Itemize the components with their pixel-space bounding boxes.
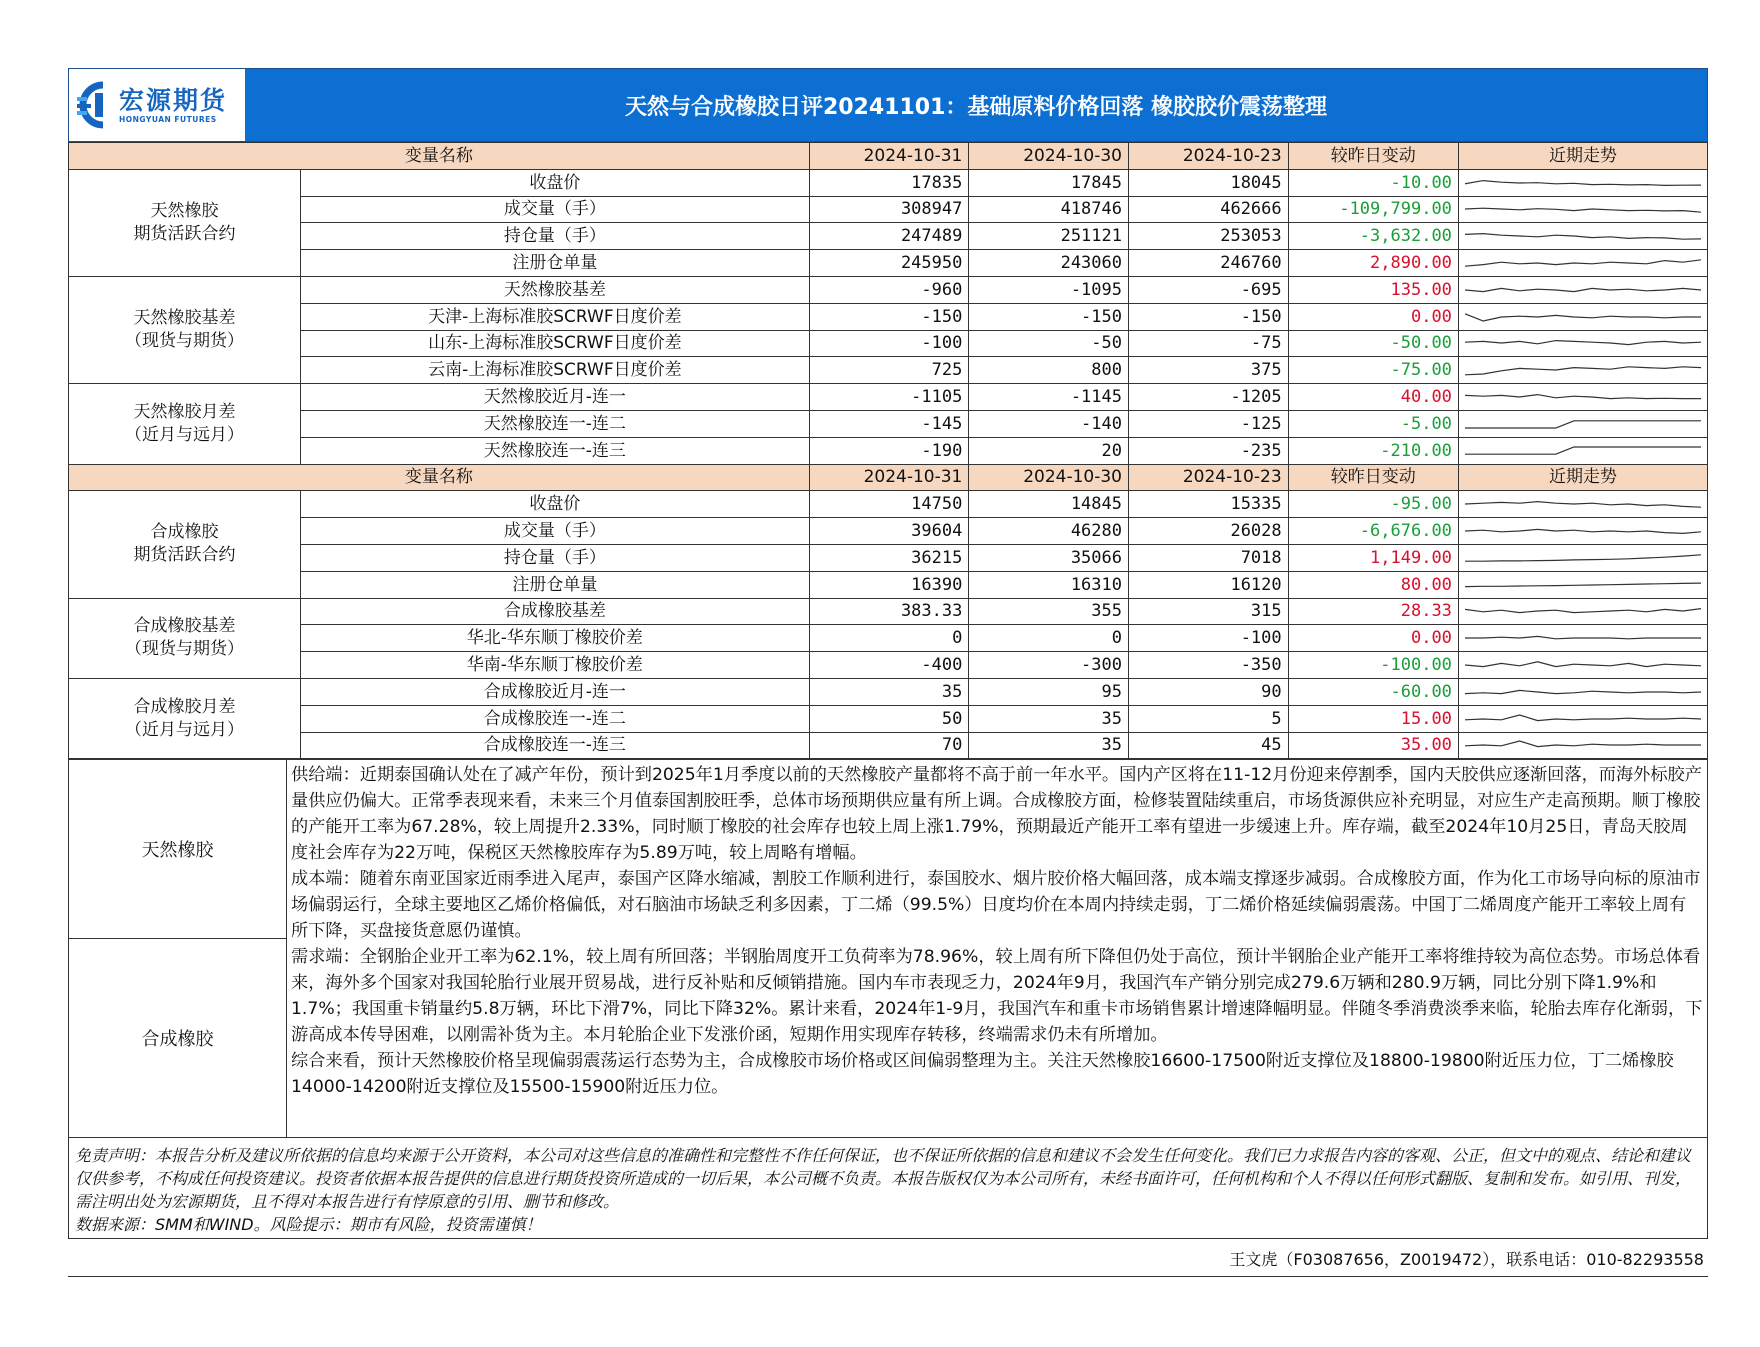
value-date-2: 243060 <box>969 250 1129 277</box>
sparkline <box>1465 521 1701 541</box>
sparkline-path <box>1465 529 1701 533</box>
trend-cell <box>1458 491 1707 518</box>
notes-label-natural: 天然橡胶 <box>69 760 287 939</box>
trend-cell <box>1458 678 1707 705</box>
table-row <box>69 303 1708 330</box>
daily-change: -10.00 <box>1288 169 1458 196</box>
daily-change: 2,890.00 <box>1288 250 1458 277</box>
col-daily-change: 较昨日变动 <box>1288 143 1458 170</box>
table-row <box>69 276 1708 303</box>
report-sheet <box>68 68 1708 1277</box>
sparkline-path <box>1465 715 1701 721</box>
value-date-2: -1095 <box>969 276 1129 303</box>
sparkline <box>1465 199 1701 219</box>
sparkline <box>1465 387 1701 407</box>
value-date-3: 7018 <box>1129 544 1289 571</box>
supply-paragraph: 供给端：近期泰国确认处在了减产年份，预计到2025年1月季度以前的天然橡胶产量都将不高于前一年水平。国内产区将在11-12月份迎来停割季，国内天胶供应逐渐回落，而海外标胶产量供应仍偏大。正常季表现来看，未来三个月值泰国割胶旺季，总体市场预期供应量有所上调。合成橡胶方面，检修装置陆续重启，市场货源供应补充明显，对应生产走高预期。顺丁橡胶的产能开工率为67.28%，较上周提升2.33%，同时顺丁橡胶的社会库存也较上周上涨1.79%，预期最近产能开工率有望进一步缓速上升。库存端，截至2024年10月25日，青岛天胶周度社会库存为22万吨，保税区天然橡胶库存为5.89万吨，较上周略有增幅。 <box>291 765 1702 864</box>
sparkline <box>1465 494 1701 514</box>
col-trend: 近期走势 <box>1458 143 1707 170</box>
commentary-body <box>287 760 1708 1138</box>
table-row <box>69 250 1708 277</box>
table-row <box>69 678 1708 705</box>
sparkline <box>1465 173 1701 193</box>
sparkline <box>1465 441 1701 461</box>
daily-change: 35.00 <box>1288 732 1458 759</box>
table-row <box>69 437 1708 464</box>
trend-cell <box>1458 357 1707 384</box>
trend-cell <box>1458 250 1707 277</box>
value-date-3: -150 <box>1129 303 1289 330</box>
daily-change: 135.00 <box>1288 276 1458 303</box>
value-date-1: 50 <box>809 705 969 732</box>
value-date-1: 0 <box>809 625 969 652</box>
value-date-3: -695 <box>1129 276 1289 303</box>
value-date-2: 35 <box>969 732 1129 759</box>
trend-cell <box>1458 276 1707 303</box>
table-row <box>69 357 1708 384</box>
value-date-2: -140 <box>969 410 1129 437</box>
table-row <box>69 223 1708 250</box>
daily-change: -100.00 <box>1288 652 1458 679</box>
sparkline <box>1465 655 1701 675</box>
variable-name: 收盘价 <box>301 491 810 518</box>
trend-cell <box>1458 652 1707 679</box>
value-date-2: -300 <box>969 652 1129 679</box>
daily-change: 0.00 <box>1288 625 1458 652</box>
report-header <box>68 68 1708 142</box>
sparkline-path <box>1465 583 1701 587</box>
daily-change: 28.33 <box>1288 598 1458 625</box>
sparkline <box>1465 601 1701 621</box>
value-date-2: -50 <box>969 330 1129 357</box>
sparkline-path <box>1465 741 1701 747</box>
value-date-3: 90 <box>1129 678 1289 705</box>
daily-change: -5.00 <box>1288 410 1458 437</box>
group-label: 天然橡胶月差 （近月与远月） <box>69 384 301 464</box>
value-date-1: 16390 <box>809 571 969 598</box>
value-date-3: -235 <box>1129 437 1289 464</box>
demand-paragraph: 需求端：全钢胎企业开工率为62.1%，较上周有所回落；半钢胎周度开工负荷率为78.96%，较上周有所下降但仍处于高位，预计半钢胎企业产能开工率将维持较为高位态势。市场总体看来，海外多个国家对我国轮胎行业展开贸易战，进行反补贴和反倾销措施。国内车市表现乏力，2024年9月，我国汽车产销分别完成279.6万辆和280.9万辆，同比分别下降1.9%和1.7%；我国重卡销量约5.8万辆，环比下滑7%，同比下降32%。累计来看，2024年1-9月，我国汽车和重卡市场销售累计增速降幅明显。伴随冬季消费淡季来临，轮胎去库存化渐弱，下游高成本传导困难，以刚需补货为主。本月轮胎企业下发涨价函，短期作用实现库存转移，终端需求仍未有所增加。 <box>291 947 1703 1046</box>
daily-change: -75.00 <box>1288 357 1458 384</box>
table-row <box>69 518 1708 545</box>
sparkline-path <box>1465 288 1701 291</box>
variable-name: 合成橡胶连一-连二 <box>301 705 810 732</box>
sparkline-path <box>1465 555 1701 561</box>
daily-change: 80.00 <box>1288 571 1458 598</box>
sparkline <box>1465 253 1701 273</box>
cost-paragraph: 成本端：随着东南亚国家近雨季进入尾声，泰国产区降水缩减，割胶工作顺利进行，泰国胶水、烟片胶价格大幅回落，成本端支撑逐步减弱。合成橡胶方面，作为化工市场导向标的原油市场偏弱运行，全球主要地区乙烯价格偏低，对石脑油市场缺乏利多因素，丁二烯（99.5%）日度均价在本周内持续走弱，丁二烯价格延续偏弱震荡。中国丁二烯周度产能开工率较上周有所下降，买盘接货意愿仍谨慎。 <box>291 869 1701 942</box>
value-date-3: 315 <box>1129 598 1289 625</box>
col-variable-name: 变量名称 <box>69 143 810 170</box>
sparkline-path <box>1465 367 1701 375</box>
trend-cell <box>1458 705 1707 732</box>
value-date-2: 20 <box>969 437 1129 464</box>
sparkline <box>1465 280 1701 300</box>
variable-name: 天然橡胶基差 <box>301 276 810 303</box>
sparkline <box>1465 414 1701 434</box>
group-label: 合成橡胶 期货活跃合约 <box>69 491 301 598</box>
summary-paragraph: 综合来看，预计天然橡胶价格呈现偏弱震荡运行态势为主，合成橡胶市场价格或区间偏弱整理为主。关注天然橡胶16600-17500附近支撑位及18800-19800附近压力位，丁二烯橡胶14000-14200附近支撑位及15500-15900附近压力位。 <box>291 1051 1674 1098</box>
value-date-1: 14750 <box>809 491 969 518</box>
col-date-3: 2024-10-23 <box>1129 143 1289 170</box>
col-date-1: 2024-10-31 <box>809 143 969 170</box>
value-date-1: 17835 <box>809 169 969 196</box>
sparkline <box>1465 682 1701 702</box>
group-label: 天然橡胶 期货活跃合约 <box>69 169 301 276</box>
sparkline-path <box>1465 690 1701 693</box>
daily-change: -60.00 <box>1288 678 1458 705</box>
sparkline-path <box>1465 313 1701 320</box>
table-row <box>69 705 1708 732</box>
sparkline <box>1465 628 1701 648</box>
daily-change: -210.00 <box>1288 437 1458 464</box>
column-header-row <box>69 464 1708 491</box>
value-date-2: 355 <box>969 598 1129 625</box>
sparkline <box>1465 548 1701 568</box>
sparkline-path <box>1465 209 1701 213</box>
sparkline-path <box>1465 637 1701 639</box>
trend-cell <box>1458 303 1707 330</box>
variable-name: 天然橡胶近月-连一 <box>301 384 810 411</box>
sparkline <box>1465 360 1701 380</box>
value-date-1: 70 <box>809 732 969 759</box>
sparkline <box>1465 575 1701 595</box>
col-variable-name: 变量名称 <box>69 464 810 491</box>
sparkline-path <box>1465 609 1701 613</box>
value-date-1: -190 <box>809 437 969 464</box>
value-date-1: -150 <box>809 303 969 330</box>
table-row <box>69 598 1708 625</box>
value-date-2: -150 <box>969 303 1129 330</box>
value-date-2: 418746 <box>969 196 1129 223</box>
value-date-1: 247489 <box>809 223 969 250</box>
value-date-3: 15335 <box>1129 491 1289 518</box>
value-date-2: 16310 <box>969 571 1129 598</box>
daily-change: -3,632.00 <box>1288 223 1458 250</box>
value-date-2: 35066 <box>969 544 1129 571</box>
data-source-text: 数据来源：SMM和WIND。风险提示：期市有风险，投资需谨慎！ <box>75 1215 542 1235</box>
company-logo <box>69 69 245 141</box>
daily-change: 1,149.00 <box>1288 544 1458 571</box>
value-date-3: 5 <box>1129 705 1289 732</box>
table-row <box>69 384 1708 411</box>
value-date-3: -1205 <box>1129 384 1289 411</box>
trend-cell <box>1458 196 1707 223</box>
column-header-row <box>69 143 1708 170</box>
value-date-2: 800 <box>969 357 1129 384</box>
value-date-3: -125 <box>1129 410 1289 437</box>
table-row <box>69 732 1708 759</box>
variable-name: 华南-华东顺丁橡胶价差 <box>301 652 810 679</box>
trend-cell <box>1458 732 1707 759</box>
value-date-1: 36215 <box>809 544 969 571</box>
daily-change: 15.00 <box>1288 705 1458 732</box>
author-contact: 王文虎（F03087656，Z0019472），联系电话：010-82293558 <box>68 1239 1708 1277</box>
variable-name: 合成橡胶近月-连一 <box>301 678 810 705</box>
variable-name: 天然橡胶连一-连三 <box>301 437 810 464</box>
variable-name: 注册仓单量 <box>301 571 810 598</box>
sparkline <box>1465 333 1701 353</box>
sparkline-path <box>1465 447 1701 454</box>
variable-name: 收盘价 <box>301 169 810 196</box>
sparkline <box>1465 735 1701 755</box>
variable-name: 持仓量（手） <box>301 223 810 250</box>
notes-label-synthetic: 合成橡胶 <box>69 939 287 1138</box>
value-date-3: 253053 <box>1129 223 1289 250</box>
value-date-3: -75 <box>1129 330 1289 357</box>
value-date-1: -145 <box>809 410 969 437</box>
value-date-3: 18045 <box>1129 169 1289 196</box>
sparkline-path <box>1465 421 1701 428</box>
col-date-1: 2024-10-31 <box>809 464 969 491</box>
col-daily-change: 较昨日变动 <box>1288 464 1458 491</box>
value-date-2: 0 <box>969 625 1129 652</box>
trend-cell <box>1458 437 1707 464</box>
value-date-3: 246760 <box>1129 250 1289 277</box>
disclaimer <box>68 1138 1708 1239</box>
trend-cell <box>1458 410 1707 437</box>
table-row <box>69 169 1708 196</box>
value-date-2: 251121 <box>969 223 1129 250</box>
variable-name: 华北-华东顺丁橡胶价差 <box>301 625 810 652</box>
sparkline-path <box>1465 341 1701 345</box>
trend-cell <box>1458 544 1707 571</box>
group-label: 合成橡胶月差 （近月与远月） <box>69 678 301 758</box>
sparkline-path <box>1465 260 1701 266</box>
table-row <box>69 196 1708 223</box>
value-date-3: 26028 <box>1129 518 1289 545</box>
variable-name: 云南-上海标准胶SCRWF日度价差 <box>301 357 810 384</box>
value-date-1: -1105 <box>809 384 969 411</box>
sparkline-path <box>1465 180 1701 185</box>
trend-cell <box>1458 169 1707 196</box>
trend-cell <box>1458 598 1707 625</box>
table-row <box>69 410 1708 437</box>
col-date-2: 2024-10-30 <box>969 464 1129 491</box>
value-date-3: 45 <box>1129 732 1289 759</box>
col-date-3: 2024-10-23 <box>1129 464 1289 491</box>
trend-cell <box>1458 625 1707 652</box>
sparkline-path <box>1465 502 1701 508</box>
value-date-3: 375 <box>1129 357 1289 384</box>
sparkline-path <box>1465 662 1701 667</box>
value-date-1: 308947 <box>809 196 969 223</box>
disclaimer-text: 免责声明：本报告分析及建议所依据的信息均来源于公开资料，本公司对这些信息的准确性和完整性不作任何保证，也不保证所依据的信息和建议不会发生任何变化。我们已力求报告内容的客观、公正，但文中的观点、结论和建议仅供参考，不构成任何投资建议。投资者依据本报告提供的信息进行期货投资所造成的一切后果，本公司概不负责。本报告版权仅为本公司所有，未经书面许可，任何机构和个人不得以任何形式翻版、复制和发布。如引用、刊发，需注明出处为宏源期货，且不得对本报告进行有悖原意的引用、删节和修改。 <box>75 1146 1692 1212</box>
variable-name: 注册仓单量 <box>301 250 810 277</box>
logo-text-en: HONGYUAN FUTURES <box>119 114 217 124</box>
daily-change: 40.00 <box>1288 384 1458 411</box>
value-date-1: 383.33 <box>809 598 969 625</box>
value-date-1: 725 <box>809 357 969 384</box>
variable-name: 合成橡胶基差 <box>301 598 810 625</box>
value-date-2: -1145 <box>969 384 1129 411</box>
value-date-2: 95 <box>969 678 1129 705</box>
sparkline <box>1465 226 1701 246</box>
report-title: 天然与合成橡胶日评20241101：基础原料价格回落 橡胶胶价震荡整理 <box>245 69 1707 141</box>
variable-name: 成交量（手） <box>301 518 810 545</box>
trend-cell <box>1458 518 1707 545</box>
variable-name: 成交量（手） <box>301 196 810 223</box>
table-row <box>69 491 1708 518</box>
value-date-2: 17845 <box>969 169 1129 196</box>
value-date-1: -960 <box>809 276 969 303</box>
table-row <box>69 330 1708 357</box>
value-date-3: -100 <box>1129 625 1289 652</box>
trend-cell <box>1458 223 1707 250</box>
daily-change: -95.00 <box>1288 491 1458 518</box>
value-date-1: -100 <box>809 330 969 357</box>
sparkline <box>1465 307 1701 327</box>
value-date-1: 39604 <box>809 518 969 545</box>
daily-change: -50.00 <box>1288 330 1458 357</box>
variable-name: 天然橡胶连一-连二 <box>301 410 810 437</box>
trend-cell <box>1458 571 1707 598</box>
value-date-1: 35 <box>809 678 969 705</box>
table-row <box>69 652 1708 679</box>
table-row <box>69 625 1708 652</box>
daily-change: 0.00 <box>1288 303 1458 330</box>
variable-name: 持仓量（手） <box>301 544 810 571</box>
group-label: 天然橡胶基差 （现货与期货） <box>69 276 301 383</box>
value-date-2: 14845 <box>969 491 1129 518</box>
daily-change: -109,799.00 <box>1288 196 1458 223</box>
logo-mark-icon <box>75 79 115 131</box>
table-row <box>69 571 1708 598</box>
col-trend: 近期走势 <box>1458 464 1707 491</box>
value-date-3: 16120 <box>1129 571 1289 598</box>
value-date-3: -350 <box>1129 652 1289 679</box>
commentary-table <box>68 759 1708 1138</box>
sparkline-path <box>1465 395 1701 399</box>
value-date-2: 46280 <box>969 518 1129 545</box>
trend-cell <box>1458 330 1707 357</box>
value-date-1: 245950 <box>809 250 969 277</box>
data-table <box>68 142 1708 759</box>
group-label: 合成橡胶基差 （现货与期货） <box>69 598 301 678</box>
logo-text-cn: 宏源期货 <box>119 85 228 115</box>
table-row <box>69 544 1708 571</box>
variable-name: 山东-上海标准胶SCRWF日度价差 <box>301 330 810 357</box>
daily-change: -6,676.00 <box>1288 518 1458 545</box>
sparkline-path <box>1465 234 1701 240</box>
variable-name: 合成橡胶连一-连三 <box>301 732 810 759</box>
value-date-1: -400 <box>809 652 969 679</box>
col-date-2: 2024-10-30 <box>969 143 1129 170</box>
sparkline <box>1465 709 1701 729</box>
value-date-3: 462666 <box>1129 196 1289 223</box>
value-date-2: 35 <box>969 705 1129 732</box>
variable-name: 天津-上海标准胶SCRWF日度价差 <box>301 303 810 330</box>
trend-cell <box>1458 384 1707 411</box>
